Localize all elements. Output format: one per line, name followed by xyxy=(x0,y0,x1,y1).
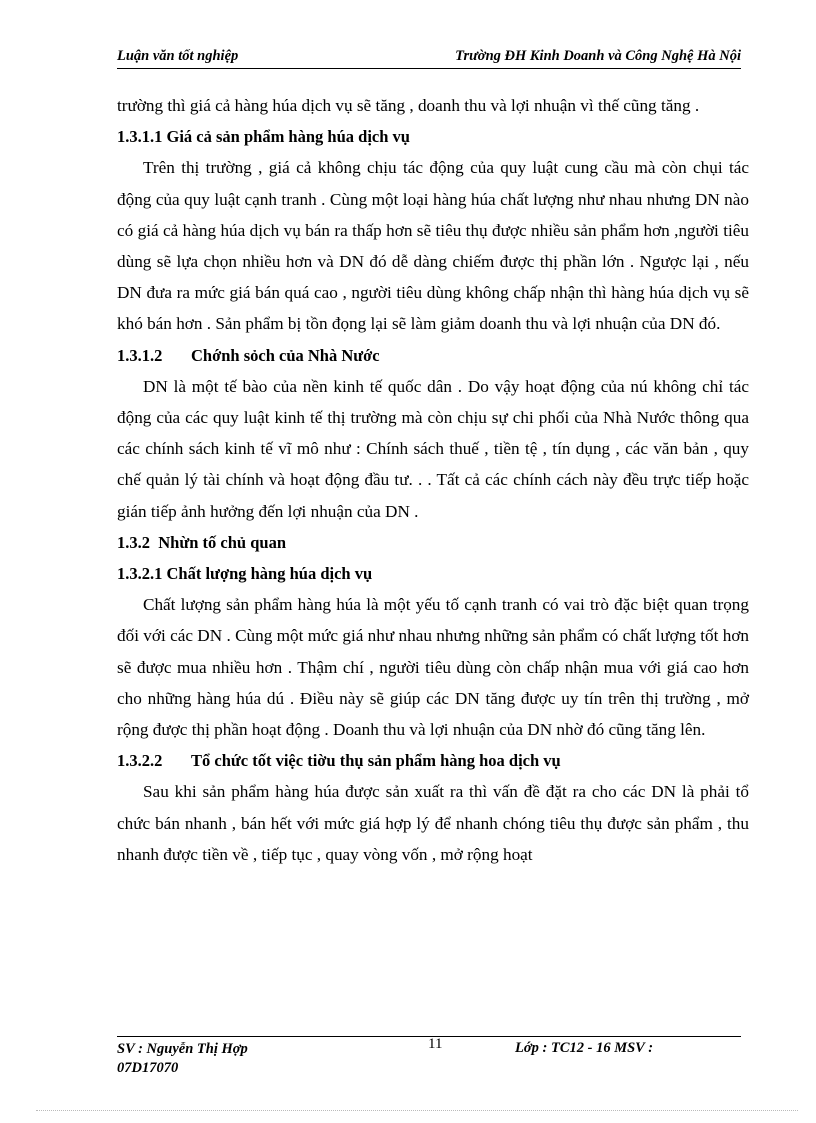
heading-text: Tổ chức tốt việc tiờu thụ sản phẩm hàng hoa dịch vụ xyxy=(191,751,561,771)
paragraph-1: trường thì giá cả hàng húa dịch vụ sẽ tăng , doanh thu và lợi nhuận vì thế cũng tăng . xyxy=(117,96,700,115)
paragraph-2: Trên thị trường , giá cả không chịu tác động của quy luật cung cầu mà còn chụi tác động của quy luật cạnh tranh . Cùng một loại hàng húa chất lượng như nhau nhưng DN nào có giá cả hàng húa dịch vụ bán ra thấp hơn sẽ tiêu thụ được nhiều sản phẩm hơn ,người tiêu dùng sẽ lựa chọn nhiều hơn và DN đó dễ dàng chiếm được thị phần lớn . Ngược lại , nếu DN đưa ra mức giá bán quá cao , người tiêu dùng không chấp nhận thì hàng húa dịch vụ sẽ khó bán hơn . Sản phẩm bị tồn đọng lại sẽ làm giảm doanh thu và lợi nhuận của DN đó. xyxy=(117,158,749,334)
heading-1-3-1-1 xyxy=(117,121,749,152)
header-university: Trường ĐH Kinh Doanh và Công Nghệ Hà Nội xyxy=(455,48,741,64)
heading-1-3-2 xyxy=(117,527,749,558)
footer-class-info: Lớp : TC12 - 16 MSV : xyxy=(515,1040,654,1056)
paragraph-3: DN là một tế bào của nền kinh tế quốc dân . Do vậy hoạt động của nú không chỉ tác động của các quy luật kinh tế thị trường mà còn chịu sự chi phối của Nhà Nước thông qua các chính sách kinh tế vĩ mô như : Chính sách thuế , tiền tệ , tín dụng , các văn bản , quy chế quản lý tài chính và hoạt động đầu tư. . . Tất cả các chính cách này đều trực tiếp hoặc gián tiếp ảnh hưởng đến lợi nhuận của DN . xyxy=(117,376,749,521)
document-body xyxy=(117,90,749,870)
paragraph-4: Chất lượng sản phẩm hàng húa là một yếu tố cạnh tranh có vai trò đặc biệt quan trọng đối với các DN . Cùng một mức giá như nhau nhưng những sản phẩm có chất lượng tốt hơn sẽ được mua nhiều hơn . Thậm chí , người tiêu dùng còn chấp nhận mua với giá cao hơn cho những hàng húa dú . Điều này sẽ giúp các DN tăng được uy tín trên thị trường , mở rộng được thị phần hoạt động . Doanh thu và lợi nhuận của DN nhờ đó cũng tăng lên. xyxy=(117,595,749,740)
page-footer xyxy=(117,1036,741,1080)
heading-text: Nhừn tố chủ quan xyxy=(158,532,286,552)
paragraph-5: Sau khi sản phẩm hàng húa được sản xuất ra thì vấn đề đặt ra cho các DN là phải tổ chức bán nhanh , bán hết với mức giá hợp lý để nhanh chóng tiêu thụ được sản phẩm , thu nhanh được tiền về , tiếp tục , quay vòng vốn , mở rộng hoạt xyxy=(117,782,749,864)
footer-student: SV : Nguyễn Thị Hợp 07D17070 xyxy=(117,1041,248,1076)
heading-1-3-2-1 xyxy=(117,558,749,589)
page-header xyxy=(117,46,741,69)
heading-number: 1.3.2.1 xyxy=(117,564,163,584)
header-thesis-label: Luận văn tốt nghiệp xyxy=(117,48,239,64)
heading-text: Chất lượng hàng húa dịch vụ xyxy=(166,564,373,584)
heading-1-3-2-2 xyxy=(117,745,749,776)
heading-number: 1.3.2.2 xyxy=(117,751,163,771)
page-number: 11 xyxy=(428,1036,443,1052)
heading-number: 1.3.1.1 xyxy=(117,127,163,147)
heading-number: 1.3.1.2 xyxy=(117,345,163,365)
page-bottom-dotted-rule xyxy=(36,1110,798,1111)
heading-text: Giá cả sản phẩm hàng húa dịch vụ xyxy=(166,127,410,147)
heading-text: Chớnh sỏch của Nhà Nước xyxy=(191,345,380,365)
heading-number: 1.3.2 xyxy=(117,532,150,552)
heading-1-3-1-2 xyxy=(117,340,749,371)
